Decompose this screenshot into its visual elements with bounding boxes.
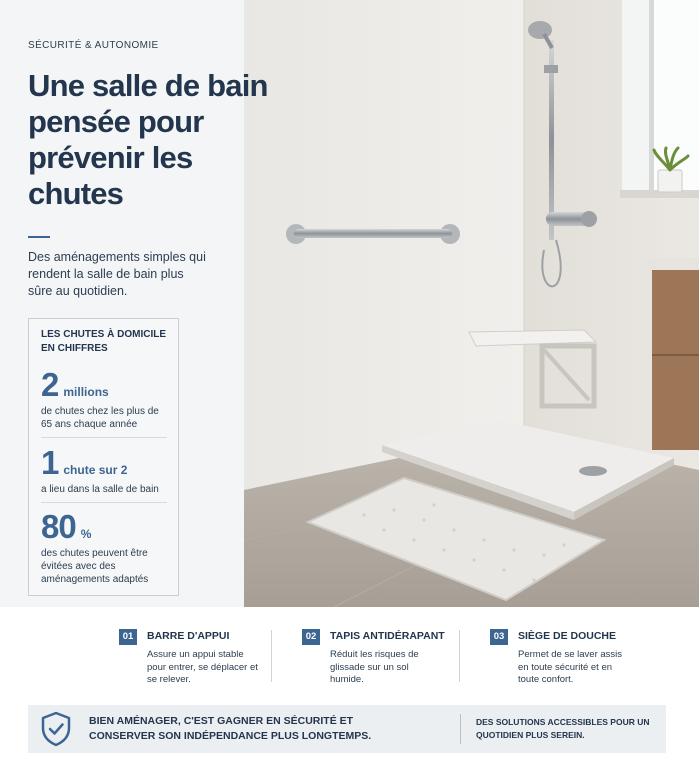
stat-divider [41, 437, 167, 438]
banner-tagline: DES SOLUTIONS ACCESSIBLES POUR UN QUOTIDIEN PLUS SEREIN. [476, 717, 650, 740]
stat-item [41, 508, 171, 586]
stat-divider [41, 502, 167, 503]
banner-divider [460, 714, 461, 744]
stats-box [28, 318, 179, 596]
stat-unit: millions [63, 385, 109, 399]
feature-title: SIÈGE DE DOUCHE [518, 630, 617, 642]
feature-number: 01 [119, 629, 137, 645]
feature-desc: Réduit les risques de glissade sur un sol humide. [330, 649, 419, 685]
stats-title: LES CHUTES À DOMICILE EN CHIFFRES [41, 329, 167, 354]
stat-value: 2 [41, 366, 59, 403]
feature-desc: Assure un appui stable pour entrer, se déplacer et se relever. [147, 649, 258, 685]
stat-desc: des chutes peuvent être évitées avec des aménagements adaptés [41, 548, 149, 585]
page-title: Une salle de bain pensée pour prévenir les chutes [28, 68, 268, 211]
stat-value: 1 [41, 444, 59, 481]
feature-desc: Permet de se laver assis en toute sécurité et en toute confort. [518, 649, 623, 685]
stat-desc: de chutes chez les plus de 65 ans chaque année [41, 406, 159, 430]
bathroom-photo [244, 0, 699, 607]
stat-item [41, 366, 171, 431]
feature-number: 03 [490, 629, 508, 645]
feature-title: BARRE D'APPUI [147, 630, 230, 642]
stat-item [41, 444, 171, 496]
shield-check-icon [40, 711, 72, 752]
stat-desc: a lieu dans la salle de bain [41, 484, 159, 495]
eyebrow-label: SÉCURITÉ & AUTONOMIE [28, 40, 159, 51]
feature-divider [271, 630, 272, 682]
page-subtitle: Des aménagements simples qui rendent la salle de bain plus sûre au quotidien. [28, 250, 206, 298]
bottom-banner [28, 705, 666, 753]
bathroom-illustration [244, 0, 699, 607]
stat-value: 80 [41, 508, 76, 545]
stat-unit: chute sur 2 [63, 463, 128, 477]
banner-message: BIEN AMÉNAGER, C'EST GAGNER EN SÉCURITÉ ET CONSERVER SON INDÉPENDANCE PLUS LONGTEMPS. [89, 715, 372, 742]
feature-divider [459, 630, 460, 682]
title-rule [28, 236, 50, 238]
features-row [0, 607, 699, 702]
stat-unit: % [80, 527, 92, 541]
feature-number: 02 [302, 629, 320, 645]
feature-title: TAPIS ANTIDÉRAPANT [330, 630, 445, 642]
